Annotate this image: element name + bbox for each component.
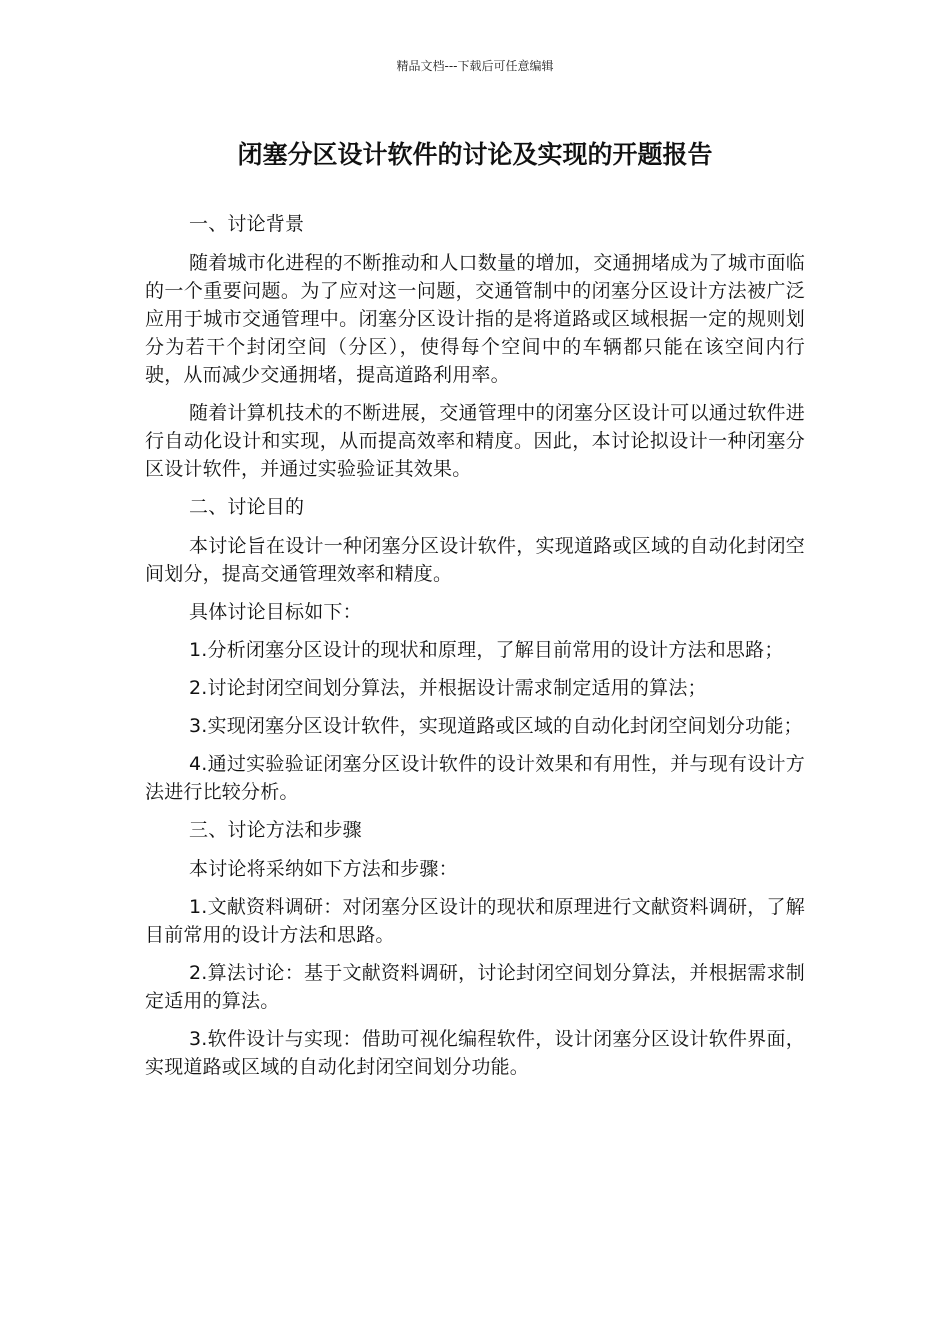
page-header: 精品文档---下载后可任意编辑 [396,59,554,73]
paragraph: 随着城市化进程的不断推动和人口数量的增加，交通拥堵成为了城市面临的一个重要问题。为了应对这一问题，交通管制中的闭塞分区设计方法被广泛应用于城市交通管理中。闭塞分区设计指的是将道路或区域根据一定的规则划分为若干个封闭空间（分区），使得每个空间中的车辆都只能在该空间内行驶，从而减少交通拥堵，提高道路利用率。 [145,252,805,386]
paragraph: 随着计算机技术的不断进展，交通管理中的闭塞分区设计可以通过软件进行自动化设计和实现，从而提高效率和精度。因此，本讨论拟设计一种闭塞分区设计软件，并通过实验验证其效果。 [145,402,805,480]
list-item: 3.软件设计与实现：借助可视化编程软件，设计闭塞分区设计软件界面，实现道路或区域的自动化封闭空间划分功能。 [145,1028,805,1078]
section-heading-purpose: 二、讨论目的 [189,496,305,518]
list-item: 4.通过实验验证闭塞分区设计软件的设计效果和有用性，并与现有设计方法进行比较分析。 [145,753,805,803]
paragraph: 本讨论旨在设计一种闭塞分区设计软件，实现道路或区域的自动化封闭空间划分，提高交通管理效率和精度。 [145,535,805,585]
list-item: 1.文献资料调研：对闭塞分区设计的现状和原理进行文献资料调研，了解目前常用的设计方法和思路。 [145,896,805,946]
section-heading-methods: 三、讨论方法和步骤 [189,819,362,841]
list-item: 1.分析闭塞分区设计的现状和原理，了解目前常用的设计方法和思路； [189,639,784,661]
document-title: 闭塞分区设计软件的讨论及实现的开题报告 [237,140,713,169]
section-heading-background: 一、讨论背景 [189,213,305,235]
list-item: 2.讨论封闭空间划分算法，并根据设计需求制定适用的算法； [189,677,707,699]
list-item: 3.实现闭塞分区设计软件，实现道路或区域的自动化封闭空间划分功能； [189,715,803,737]
paragraph: 本讨论将采纳如下方法和步骤： [189,858,458,880]
paragraph: 具体讨论目标如下： [189,601,362,623]
document-body [145,210,805,1091]
list-item: 2.算法讨论：基于文献资料调研，讨论封闭空间划分算法，并根据需求制定适用的算法。 [145,962,805,1012]
